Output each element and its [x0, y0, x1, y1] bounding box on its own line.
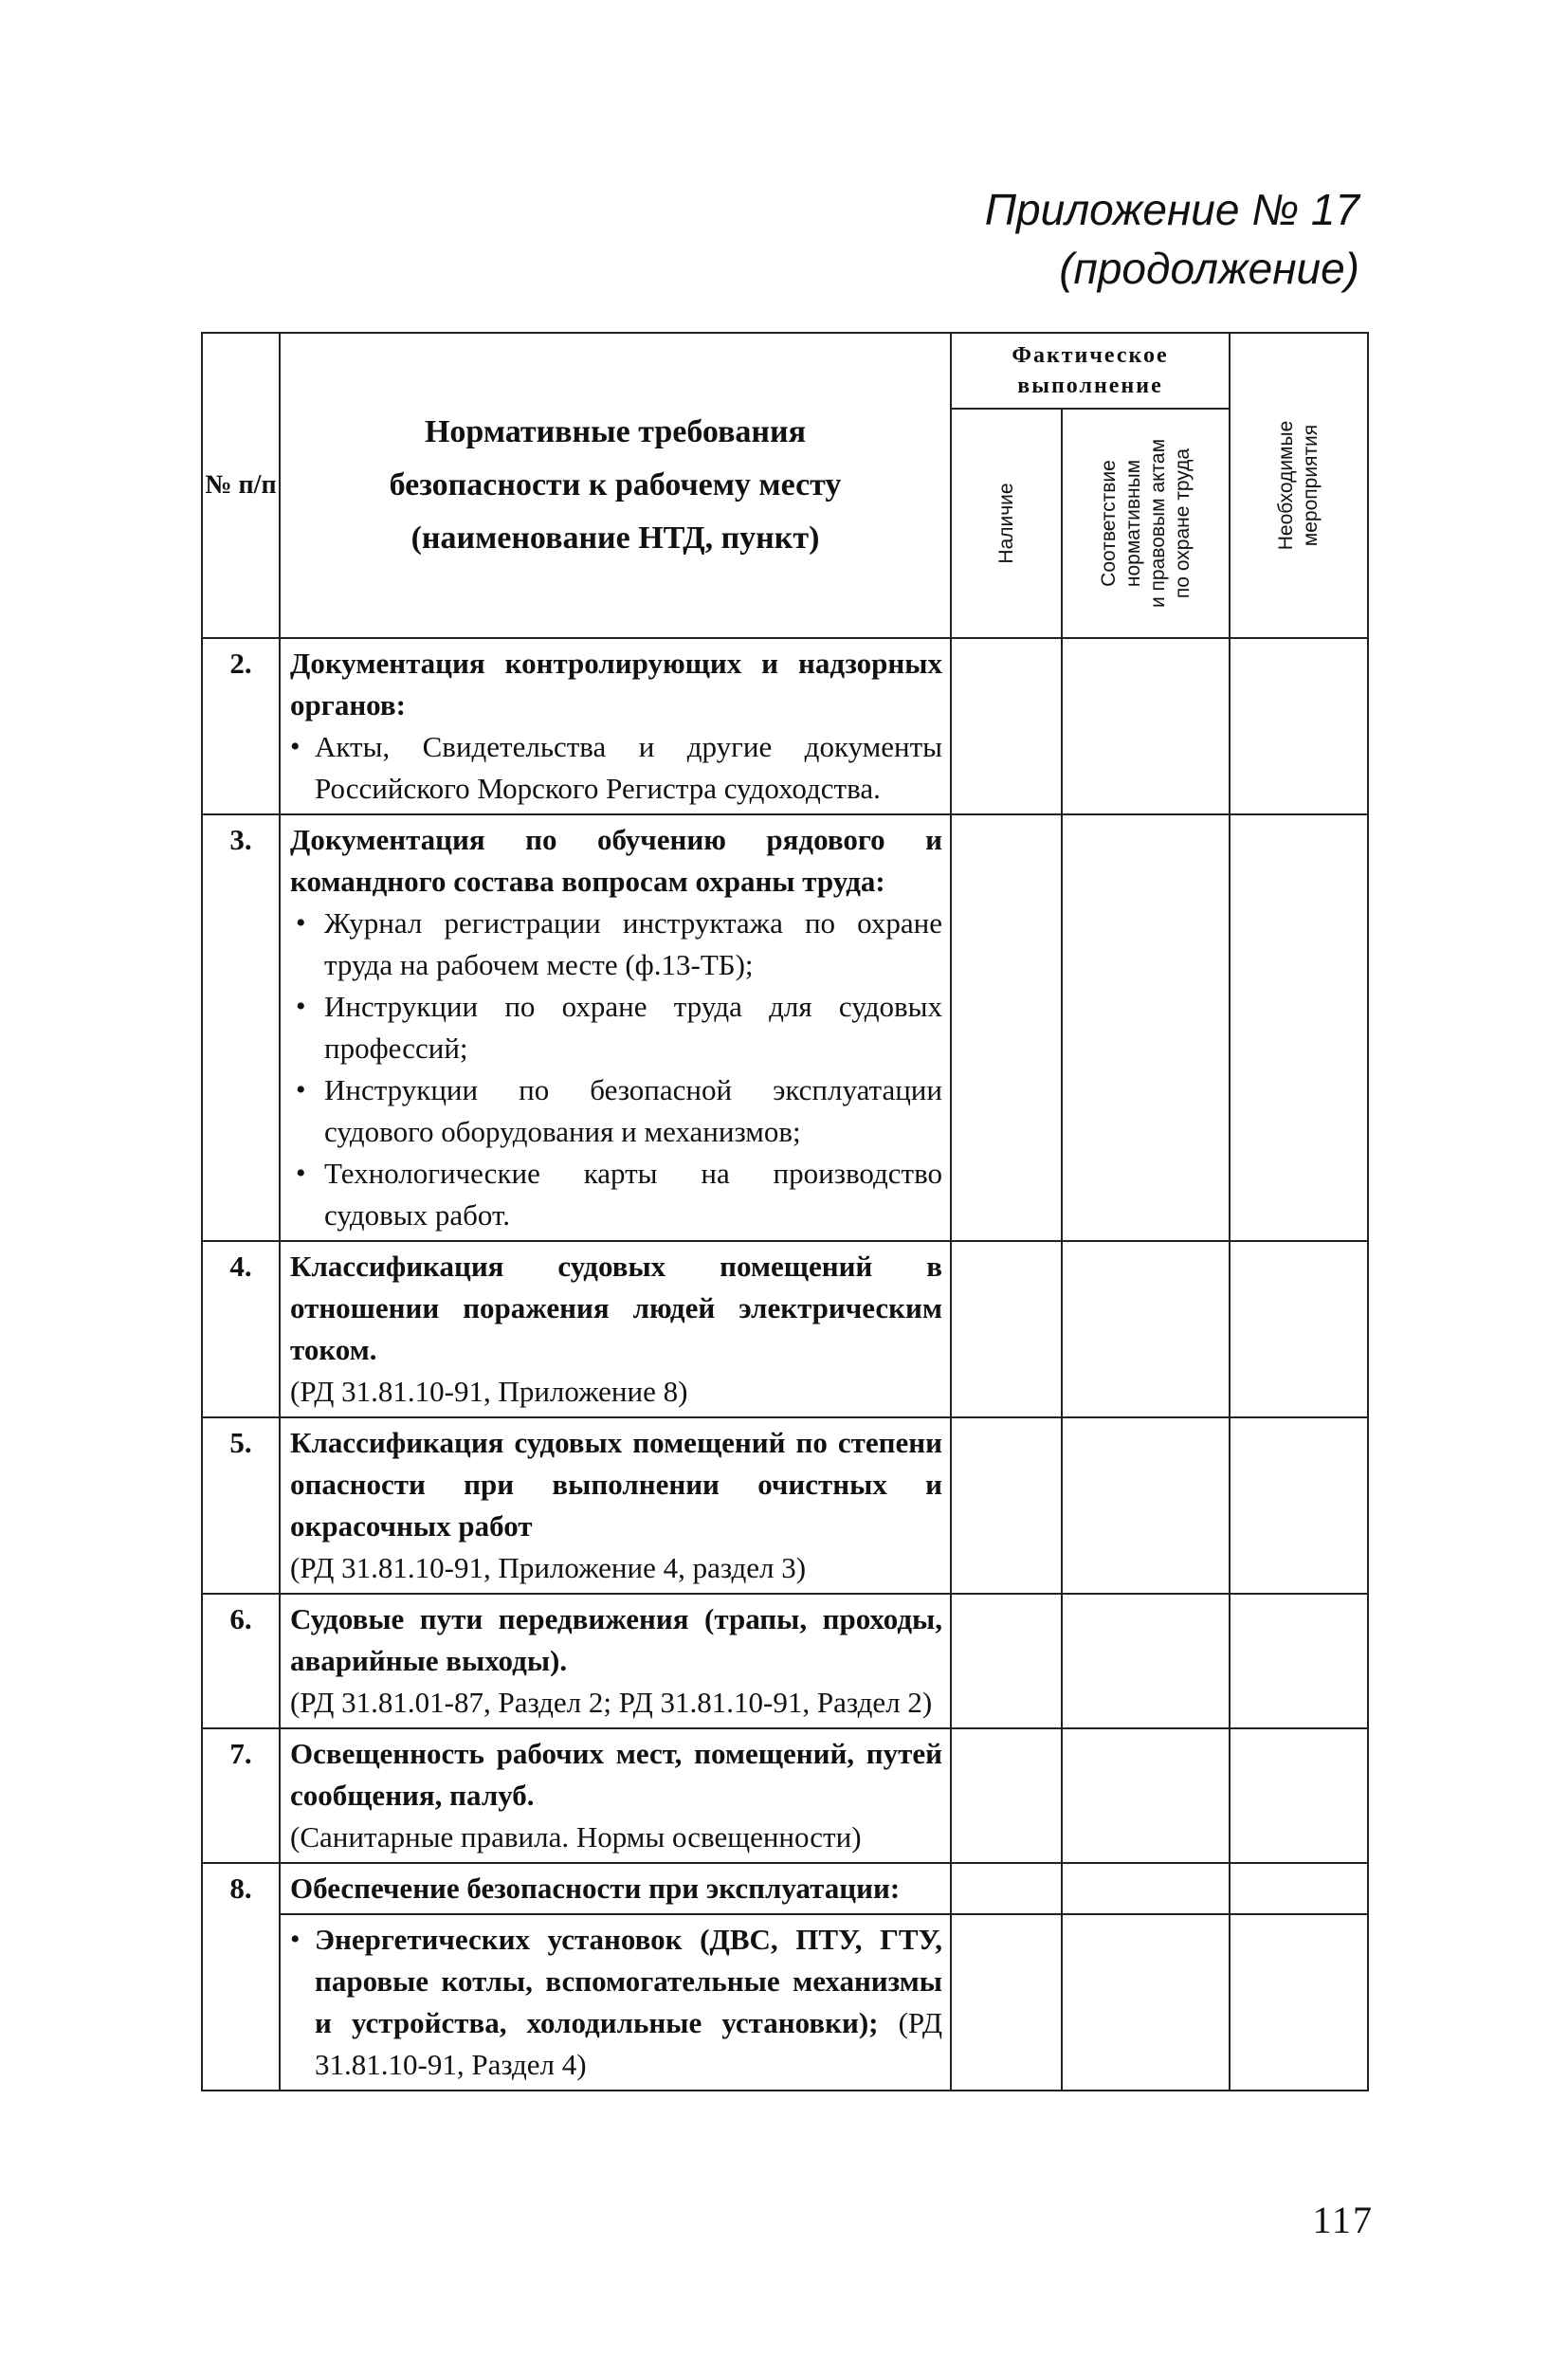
header-measures — [1274, 421, 1323, 551]
cell-presence — [951, 1863, 1062, 1914]
row-num: 7. — [202, 1728, 280, 1863]
row-num: 2. — [202, 638, 280, 814]
table-row — [202, 1417, 1368, 1594]
row-num: 8. — [202, 1863, 280, 2091]
cell-measures — [1230, 1241, 1368, 1417]
row-requirement — [280, 1594, 951, 1728]
table-row — [202, 814, 1368, 1241]
header-requirements — [280, 333, 951, 638]
cell-compliance — [1062, 1594, 1230, 1728]
row-reference: (Санитарные правила. Нормы освещенности) — [290, 1820, 862, 1854]
row-item-text: Энергетических установок (ДВС, ПТУ, ГТУ, паровые котлы, вспомогательные механизмы и устройства, холодильные установки); — [315, 1923, 942, 2039]
row-num: 4. — [202, 1241, 280, 1417]
row-item-reference: (РД 31.81.10-91, Раздел 4) — [315, 2006, 942, 2081]
cell-measures — [1230, 814, 1368, 1241]
row-reference: (РД 31.81.01-87, Раздел 2; РД 31.81.10-91, Раздел 2) — [290, 1686, 933, 1719]
row-title: Судовые пути передвижения (трапы, проходы, аварийные выходы). — [290, 1602, 942, 1677]
header-compliance — [1097, 439, 1195, 608]
header-measures-line1: Необходимые — [1275, 420, 1298, 551]
header-presence: Наличие — [994, 483, 1017, 564]
cell-measures — [1230, 1863, 1368, 1914]
appendix-header — [696, 180, 1359, 298]
row-title: Документация по обучению рядового и командного состава вопросам охраны труда: — [290, 823, 942, 898]
cell-presence — [951, 1594, 1062, 1728]
cell-compliance — [1062, 1417, 1230, 1594]
page-number: 117 — [1312, 2199, 1374, 2241]
header-measures-line2: мероприятия — [1300, 424, 1322, 547]
header-compliance-cell — [1062, 409, 1230, 638]
header-compliance-line3: и правовым актам — [1146, 438, 1169, 609]
table-row — [202, 1728, 1368, 1863]
header-num: № п/п — [202, 333, 280, 638]
cell-presence — [951, 814, 1062, 1241]
requirements-table — [201, 332, 1369, 2091]
cell-presence — [951, 1914, 1062, 2091]
header-measures-cell — [1230, 333, 1368, 638]
header-requirements-line1: Нормативные требования — [424, 414, 807, 449]
table-row — [202, 1863, 1368, 1914]
header-requirements-line2: безопасности к рабочему месту — [389, 467, 842, 502]
appendix-continuation: (продолжение) — [1059, 244, 1359, 293]
header-row-top — [202, 333, 1368, 409]
row-reference: (РД 31.81.10-91, Приложение 4, раздел 3) — [290, 1551, 807, 1584]
cell-presence — [951, 1417, 1062, 1594]
row-requirement — [280, 1914, 951, 2091]
table-row — [202, 1914, 1368, 2091]
row-reference: (РД 31.81.10-91, Приложение 8) — [290, 1375, 688, 1408]
cell-measures — [1230, 1417, 1368, 1594]
cell-compliance — [1062, 638, 1230, 814]
row-requirement — [280, 1728, 951, 1863]
cell-presence — [951, 1241, 1062, 1417]
row-item: • Журнал регистрации инструктажа по охране труда на рабочем месте (ф.13-ТБ); — [290, 903, 942, 986]
header-compliance-line1: Соответствие — [1097, 460, 1120, 587]
row-requirement — [280, 814, 951, 1241]
cell-presence — [951, 1728, 1062, 1863]
row-title: Освещенность рабочих мест, помещений, путей сообщения, палуб. — [290, 1737, 942, 1812]
header-requirements-line3: (наименование НТД, пункт) — [410, 520, 820, 556]
table-row — [202, 1241, 1368, 1417]
row-num: 6. — [202, 1594, 280, 1728]
cell-compliance — [1062, 814, 1230, 1241]
cell-compliance — [1062, 1914, 1230, 2091]
row-item: • Инструкции по охране труда для судовых профессий; — [290, 986, 942, 1069]
row-title: Документация контролирующих и надзорных органов: — [290, 647, 942, 721]
header-fact: Фактическое выполнение — [951, 333, 1230, 409]
appendix-title: Приложение № 17 — [984, 185, 1359, 234]
cell-compliance — [1062, 1241, 1230, 1417]
row-num: 3. — [202, 814, 280, 1241]
row-num: 5. — [202, 1417, 280, 1594]
row-item: • Технологические карты на производство судовых работ. — [290, 1153, 942, 1236]
table-row — [202, 638, 1368, 814]
row-item: • Инструкции по безопасной эксплуатации судового оборудования и механизмов; — [290, 1069, 942, 1153]
row-requirement — [280, 638, 951, 814]
cell-measures — [1230, 638, 1368, 814]
cell-measures — [1230, 1728, 1368, 1863]
row-item: • Акты, Свидетельства и другие документы Российского Морского Регистра судоходства. — [290, 726, 942, 810]
row-title: Классификация судовых помещений по степени опасности при выполнении очистных и окрасочных работ — [290, 1426, 942, 1543]
cell-compliance — [1062, 1728, 1230, 1863]
row-requirement — [280, 1241, 951, 1417]
cell-measures — [1230, 1914, 1368, 2091]
row-title: Обеспечение безопасности при эксплуатации: — [290, 1872, 901, 1905]
row-title: Классификация судовых помещений в отношении поражения людей электрическим током. — [290, 1250, 942, 1366]
table-row — [202, 1594, 1368, 1728]
cell-compliance — [1062, 1863, 1230, 1914]
cell-presence — [951, 638, 1062, 814]
header-presence-cell — [951, 409, 1062, 638]
row-requirement — [280, 1417, 951, 1594]
header-compliance-line4: по охране труда — [1171, 447, 1194, 599]
cell-measures — [1230, 1594, 1368, 1728]
header-compliance-line2: нормативным — [1121, 459, 1144, 588]
row-requirement — [280, 1863, 951, 1914]
row-item — [290, 1919, 942, 2086]
